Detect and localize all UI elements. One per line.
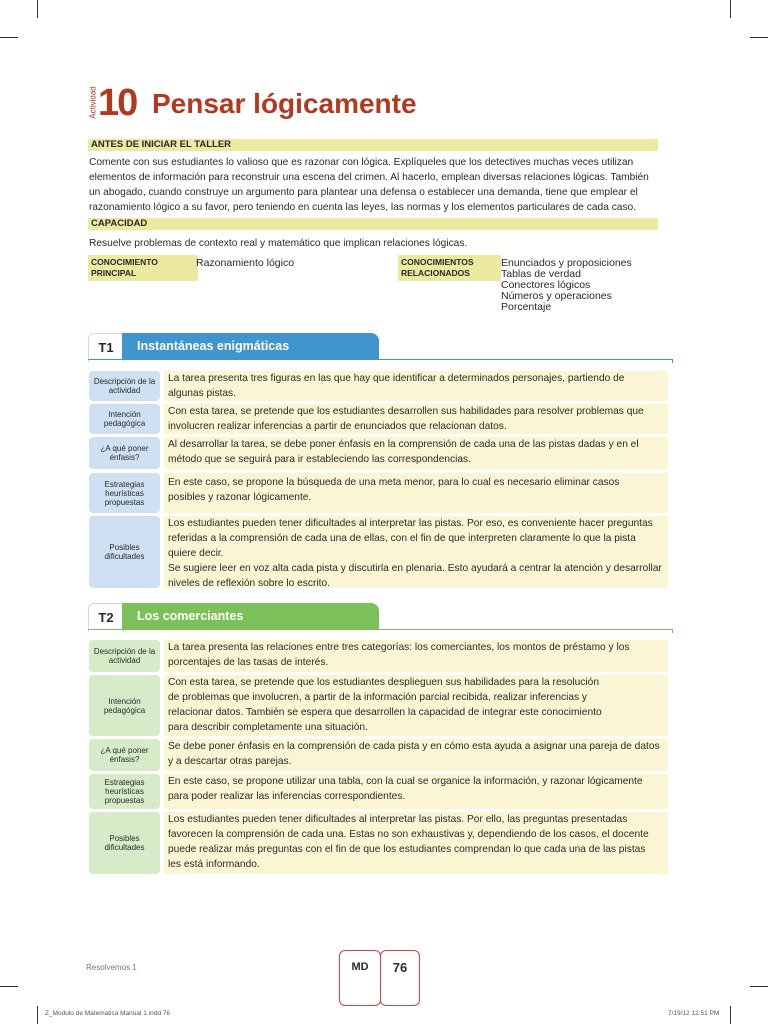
antes-paragraph — [89, 155, 661, 215]
capacidad-text: Resuelve problemas de contexto real y matemático que implican relaciones lógicas. — [89, 238, 468, 249]
row-label-intencion: Intención pedagógica — [89, 404, 160, 434]
text-line: les está informando. — [168, 859, 260, 870]
crop-mark — [750, 986, 768, 987]
crop-mark — [750, 37, 768, 38]
text-line: quiere decir. — [168, 548, 224, 559]
text-line: porcentajes de las tasas de interés. — [168, 657, 329, 668]
row-text — [164, 774, 668, 809]
date-slug: 7/19/12 12:51 PM — [668, 1010, 720, 1017]
text-line: relacionar datos. También se espera que desarrollen la capacidad de integrar este conocimiento — [168, 707, 602, 718]
text-line: En este caso, se propone utilizar una tabla, con la cual se organice la información, y razonar lógicamente — [168, 776, 643, 787]
crop-mark — [0, 37, 18, 38]
text-line: para describir completamente una situación. — [168, 722, 368, 733]
conocimientos-relacionados-list — [501, 258, 632, 313]
list-item: Conectores lógicos — [501, 279, 591, 291]
row-label-intencion: Intención pedagógica — [89, 675, 160, 736]
label-line: RELACIONADOS — [401, 268, 470, 278]
label-line: CONOCIMIENTO — [91, 257, 158, 267]
text-line: Se debe poner énfasis en la comprensión de cada pista y en cómo esta ayuda a asignar una pareja de datos — [168, 741, 660, 752]
conocimientos-relacionados-label — [398, 255, 501, 281]
page-number: 76 — [392, 960, 408, 975]
text-line: de problemas que involucren, a partir de la información parcial recibida, realizar inferencias y — [168, 692, 588, 703]
label-line: CONOCIMIENTOS — [401, 257, 474, 267]
text-line: posibles y razonar lógicamente. — [168, 492, 312, 503]
text-line: La tarea presenta tres figuras en las que hay que identificar a determinados personajes, partiendo de — [168, 373, 625, 384]
task-rule — [88, 359, 673, 363]
conocimiento-principal-label — [88, 255, 198, 281]
row-label-estrategias: Estrategias heurísticas propuestas — [89, 774, 160, 809]
text-line: y a descartar otras parejas. — [168, 756, 292, 767]
antes-line: un abogado, cuando construye un argumento para plantear una defensa o establecer una demanda, tiene que emplear el — [89, 187, 638, 198]
task-title-t1: Instantáneas enigmáticas — [122, 333, 379, 359]
task-tab-t1: T1 — [88, 333, 124, 362]
row-text — [164, 473, 668, 513]
label-line: PRINCIPAL — [91, 268, 137, 278]
text-line: niveles de reflexión sobre lo escrito. — [168, 578, 330, 589]
row-text — [164, 437, 668, 469]
conocimiento-principal-value: Razonamiento lógico — [196, 257, 295, 269]
text-line: En este caso, se propone la búsqueda de una meta menor, para lo cual es necesario eliminar casos — [168, 477, 620, 488]
crop-mark — [0, 986, 18, 987]
crop-mark — [37, 0, 38, 18]
md-box — [339, 950, 381, 1006]
row-text — [164, 371, 668, 401]
list-item: Números y operaciones — [501, 290, 612, 302]
antes-line: razonamiento lógico a su favor, pero teniendo en cuenta las leyes, las normas y los elementos particulares de cada caso. — [89, 202, 637, 213]
crop-mark — [37, 1006, 38, 1024]
crop-mark — [730, 0, 731, 18]
text-line: Los estudiantes pueden tener dificultades al interpretar las pistas. Por eso, es conveniente hacer preguntas — [168, 518, 653, 529]
footer-book-name: Resolvemos 1 — [86, 963, 137, 972]
text-line: método que se seguirá para ir estableciendo las correspondencias. — [168, 454, 471, 465]
row-label-enfasis: ¿A qué poner énfasis? — [89, 739, 160, 771]
list-item: Tablas de verdad — [501, 268, 581, 280]
md-label: MD — [351, 961, 369, 973]
crop-mark — [730, 1006, 731, 1024]
text-line: Se sugiere leer en voz alta cada pista y discutirla en plenaria. Esto ayudará a centrar la atención y desarrollar — [168, 563, 662, 574]
page-number-box — [380, 950, 420, 1006]
list-item: Enunciados y proposiciones — [501, 257, 632, 269]
file-slug: Z_Modulo de Matematica Manual 1.indd 76 — [45, 1010, 171, 1017]
task-header-t1 — [88, 333, 668, 365]
row-text — [164, 675, 668, 736]
page-title: Pensar lógicamente — [152, 88, 417, 119]
row-text — [164, 516, 668, 588]
task-tab-t2: T2 — [88, 603, 124, 632]
row-label-descripcion: Descripción de la actividad — [89, 640, 160, 672]
row-text — [164, 404, 668, 434]
text-line: Con esta tarea, se pretende que los estudiantes desarrollen sus habilidades para resolver problemas que — [168, 406, 644, 417]
row-text — [164, 640, 668, 672]
text-line: puede realizar más preguntas con el fin de que los estudiantes comprendan lo que cada una de las pistas — [168, 844, 646, 855]
row-text — [164, 812, 668, 874]
row-label-dificultades: Posibles dificultades — [89, 812, 160, 874]
text-line: involucren realizar inferencias a partir de enunciados que relacionan datos. — [168, 421, 507, 432]
text-line: para poder realizar las inferencias correspondientes. — [168, 791, 406, 802]
text-line: favorecen la comprensión de cada una. Estas no son exhaustivas y, dependiendo de los casos, el docente — [168, 829, 649, 840]
row-label-estrategias: Estrategias heurísticas propuestas — [89, 473, 160, 513]
text-line: referidas a la comprensión de cada una de ellas, con el fin de que interpreten claramente lo que la pista — [168, 533, 636, 544]
task-title-t2: Los comerciantes — [122, 603, 379, 629]
text-line: La tarea presenta las relaciones entre tres categorías: los comerciantes, los montos de préstamo y los — [168, 642, 630, 653]
row-label-descripcion: Descripción de la actividad — [89, 371, 160, 401]
text-line: Con esta tarea, se pretende que los estudiantes desplieguen sus habilidades para la resolución — [168, 677, 599, 688]
text-line: Los estudiantes pueden tener dificultades al interpretar las pistas. Por ello, las preguntas presentadas — [168, 814, 628, 825]
activity-number: 10 — [98, 82, 137, 124]
antes-line: Comente con sus estudiantes lo valioso que es razonar con lógica. Explíqueles que los detectives muchas veces utilizan — [89, 157, 634, 168]
text-line: Al desarrollar la tarea, se debe poner énfasis en la comprensión de cada una de las pistas dadas y en el — [168, 439, 639, 450]
antes-line: elementos de información para reconstruir una escena del crimen. Al hacerlo, emplean diversas relaciones lógicas. También — [89, 172, 649, 183]
row-label-dificultades: Posibles dificultades — [89, 516, 160, 588]
section-heading-antes: ANTES DE INICIAR EL TALLER — [88, 139, 658, 151]
section-heading-capacidad: CAPACIDAD — [88, 218, 658, 230]
row-text — [164, 739, 668, 771]
task-header-t2 — [88, 603, 668, 635]
list-item: Porcentaje — [501, 301, 552, 313]
task-rule — [88, 629, 673, 633]
activity-label-text: Actividad — [88, 86, 98, 119]
row-label-enfasis: ¿A qué poner énfasis? — [89, 437, 160, 469]
text-line: algunas pistas. — [168, 388, 236, 399]
